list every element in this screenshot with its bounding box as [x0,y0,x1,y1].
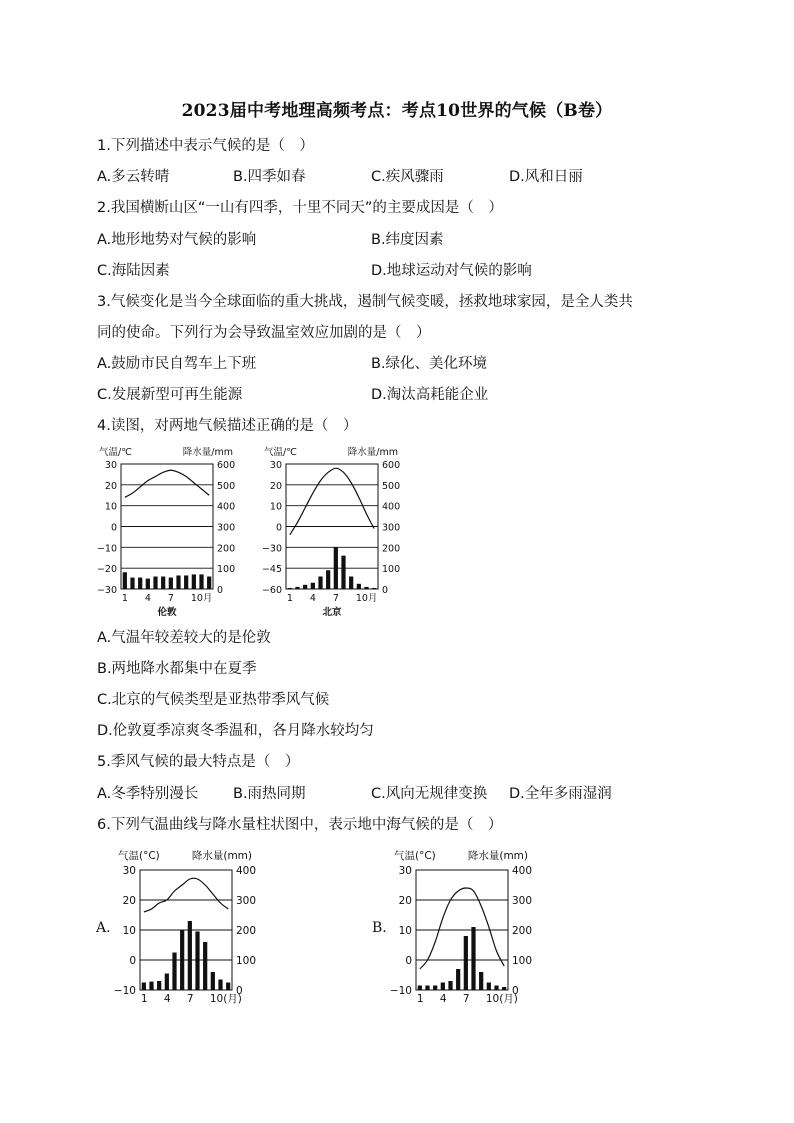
temperature-curve [125,470,209,497]
q4-option-d: D.伦敦夏季凉爽冬季温和，各月降水较均匀 [97,723,374,739]
precipitation-tick-label: 200 [382,543,401,555]
temperature-tick-label: −60 [262,585,282,596]
precipitation-tick-label: 200 [236,925,257,937]
precipitation-tick-label: 300 [217,522,236,534]
q2-option-a: A.地形地势对气候的影响 [97,232,257,248]
month-tick-label: 7 [462,993,470,1005]
precipitation-bar [441,983,445,991]
temperature-tick-label: 0 [405,955,412,967]
page-title: 2023届中考地理高频考点：考点10世界的气候（B卷） [181,101,613,121]
precipitation-tick-label: 400 [382,501,401,513]
precipitation-bar [180,930,184,990]
precipitation-bar [211,972,215,990]
precipitation-bar [207,577,211,590]
precipitation-bar [487,983,491,991]
temperature-tick-label: 10 [104,501,117,513]
month-tick-label: 10月 [190,593,213,604]
precipitation-bar [303,585,307,589]
precipitation-bar [169,578,173,589]
month-tick-label: 4 [163,993,171,1005]
question-6-stem: 6.下列气温曲线与降水量柱状图中，表示地中海气候的是（ ） [97,817,503,833]
temperature-tick-label: 0 [275,522,282,534]
precipitation-tick-label: 400 [217,501,236,513]
climate-chart-london [97,444,247,619]
precipitation-axis-title: 降水量/mm [182,447,233,458]
precipitation-tick-label: 600 [217,460,236,471]
q2-option-c: C.海陆因素 [97,263,170,279]
precipitation-tick-label: 300 [512,895,533,907]
precipitation-bar [471,927,475,990]
precipitation-bar [157,981,161,990]
q1-option-d: D.风和日丽 [509,169,583,185]
precipitation-bar [318,577,322,590]
precipitation-bar [357,584,361,589]
temperature-tick-label: −30 [262,543,282,555]
temperature-tick-label: 30 [104,460,117,471]
temperature-axis-title: 气温(°C) [394,850,436,862]
precipitation-bar [364,587,368,589]
q5-option-b: B.雨热同期 [233,786,306,802]
temperature-tick-label: 10 [269,501,282,513]
precipitation-bar [334,547,338,589]
temperature-axis-title: 气温/℃ [99,447,132,458]
month-tick-label: 7 [332,593,339,604]
month-tick-label: 1 [416,993,424,1005]
month-tick-label: 10(月) [485,993,518,1005]
precipitation-bar [326,570,330,589]
temperature-tick-label: −20 [97,564,117,576]
precipitation-axis-title: 降水量(mm) [191,850,252,862]
precipitation-tick-label: 100 [217,564,236,576]
precipitation-tick-label: 200 [512,925,533,937]
temperature-tick-label: 20 [269,480,282,492]
station-name: 北京 [322,607,342,618]
precipitation-axis-title: 降水量/mm [347,447,398,458]
precipitation-tick-label: 400 [512,865,533,877]
temperature-tick-label: 0 [129,955,136,967]
precipitation-bar [418,986,422,991]
month-tick-label: 7 [167,593,174,604]
precipitation-bar [372,588,376,589]
precipitation-bar [425,986,429,991]
precipitation-bar [433,986,437,991]
precipitation-bar [165,974,169,991]
q2-option-b: B.纬度因素 [371,232,444,248]
month-tick-label: 1 [121,593,128,604]
question-1-stem: 1.下列描述中表示气候的是（ ） [97,138,314,154]
precipitation-tick-label: 300 [236,895,257,907]
month-tick-label: 10(月) [209,993,242,1005]
month-tick-label: 4 [439,993,447,1005]
temperature-tick-label: 20 [104,480,117,492]
precipitation-bar [149,982,153,990]
precipitation-bar [184,575,188,589]
precipitation-bar [218,980,222,991]
q1-option-c: C.疾风骤雨 [371,169,444,185]
q5-option-a: A.冬季特别漫长 [97,786,199,802]
q5-option-c: C.风向无规律变换 [371,786,488,802]
month-tick-label: 7 [186,993,194,1005]
temperature-tick-label: −10 [97,543,117,555]
precipitation-bar [349,577,353,590]
precipitation-bar [123,572,127,589]
precipitation-bar [153,577,157,590]
precipitation-tick-label: 0 [382,585,389,596]
month-tick-label: 4 [309,593,316,604]
precipitation-bar [341,556,345,589]
month-tick-label: 1 [286,593,293,604]
precipitation-tick-label: 0 [512,985,519,997]
precipitation-bar [295,587,299,589]
temperature-tick-label: 30 [269,460,282,471]
q2-option-d: D.地球运动对气候的影响 [371,263,532,279]
precipitation-tick-label: 0 [217,585,224,596]
q1-option-b: B.四季如春 [233,169,306,185]
precipitation-bar [494,986,498,991]
precipitation-bar [203,942,207,990]
precipitation-bar [176,575,180,589]
month-tick-label: 10月 [355,593,378,604]
temperature-axis-title: 气温(°C) [118,850,160,862]
chart-a-label: A. [96,920,111,936]
precipitation-bar [195,932,199,991]
question-3-stem-line1: 3.气候变化是当今全球面临的重大挑战，遏制气候变暖，拯救地球家园，是全人类共 [97,294,633,310]
precipitation-bar [448,981,452,990]
precipitation-bar [192,574,196,589]
q4-option-c: C.北京的气候类型是亚热带季风气候 [97,692,330,708]
question-2-stem: 2.我国横断山区“一山有四季，十里不同天”的主要成因是（ ） [97,200,503,216]
precipitation-bar [288,588,292,589]
temperature-tick-label: 20 [122,895,136,907]
precipitation-bar [226,983,230,991]
temperature-axis-title: 气温/℃ [264,447,297,458]
precipitation-bar [138,578,142,589]
temperature-tick-label: −30 [97,585,117,596]
temperature-tick-label: 10 [122,925,136,937]
precipitation-bar [146,579,150,589]
precipitation-tick-label: 500 [382,480,401,492]
precipitation-tick-label: 500 [217,480,236,492]
precipitation-bar [464,936,468,990]
temperature-curve [144,878,228,912]
station-name: 伦敦 [157,607,177,618]
q4-option-a: A.气温年较差较大的是伦敦 [97,630,271,646]
precipitation-bar [199,574,203,589]
precipitation-bar [456,969,460,990]
q3-option-a: A.鼓励市民自驾车上下班 [97,356,257,372]
question-5-stem: 5.季风气候的最大特点是（ ） [97,754,300,770]
q1-option-a: A.多云转晴 [97,169,170,185]
temperature-tick-label: −10 [113,985,136,997]
question-3-stem-line2: 同的使命。下列行为会导致温室效应加剧的是（ ） [97,325,431,341]
month-tick-label: 1 [140,993,148,1005]
precipitation-bar [172,953,176,991]
temperature-tick-label: 0 [110,522,117,534]
precipitation-bar [502,987,506,990]
q3-option-b: B.绿化、美化环境 [371,356,488,372]
precipitation-tick-label: 100 [382,564,401,576]
precipitation-tick-label: 200 [217,543,236,555]
question-4-stem: 4.读图，对两地气候描述正确的是（ ） [97,418,358,434]
climate-chart-a [112,845,262,1007]
temperature-tick-label: 10 [398,925,412,937]
precipitation-bar [311,583,315,589]
chart-b-label: B. [372,920,387,936]
precipitation-axis-title: 降水量(mm) [467,850,528,862]
precipitation-tick-label: 300 [382,522,401,534]
q4-option-b: B.两地降水都集中在夏季 [97,661,257,677]
temperature-tick-label: 30 [398,865,412,877]
precipitation-bar [161,577,165,590]
temperature-tick-label: −10 [389,985,412,997]
temperature-curve [290,468,374,535]
q3-option-d: D.淘汰高耗能企业 [371,387,489,403]
precipitation-tick-label: 0 [236,985,243,997]
precipitation-bar [188,921,192,990]
precipitation-tick-label: 400 [236,865,257,877]
precipitation-tick-label: 600 [382,460,401,471]
q5-option-d: D.全年多雨湿润 [509,786,612,802]
precipitation-tick-label: 100 [236,955,257,967]
precipitation-bar [479,972,483,990]
temperature-tick-label: 20 [398,895,412,907]
temperature-tick-label: 30 [122,865,136,877]
precipitation-tick-label: 100 [512,955,533,967]
temperature-tick-label: −45 [262,564,282,576]
climate-chart-b [388,845,538,1007]
climate-chart-beijing [262,444,412,619]
month-tick-label: 4 [144,593,151,604]
precipitation-bar [142,983,146,991]
precipitation-bar [130,578,134,589]
q3-option-c: C.发展新型可再生能源 [97,387,243,403]
